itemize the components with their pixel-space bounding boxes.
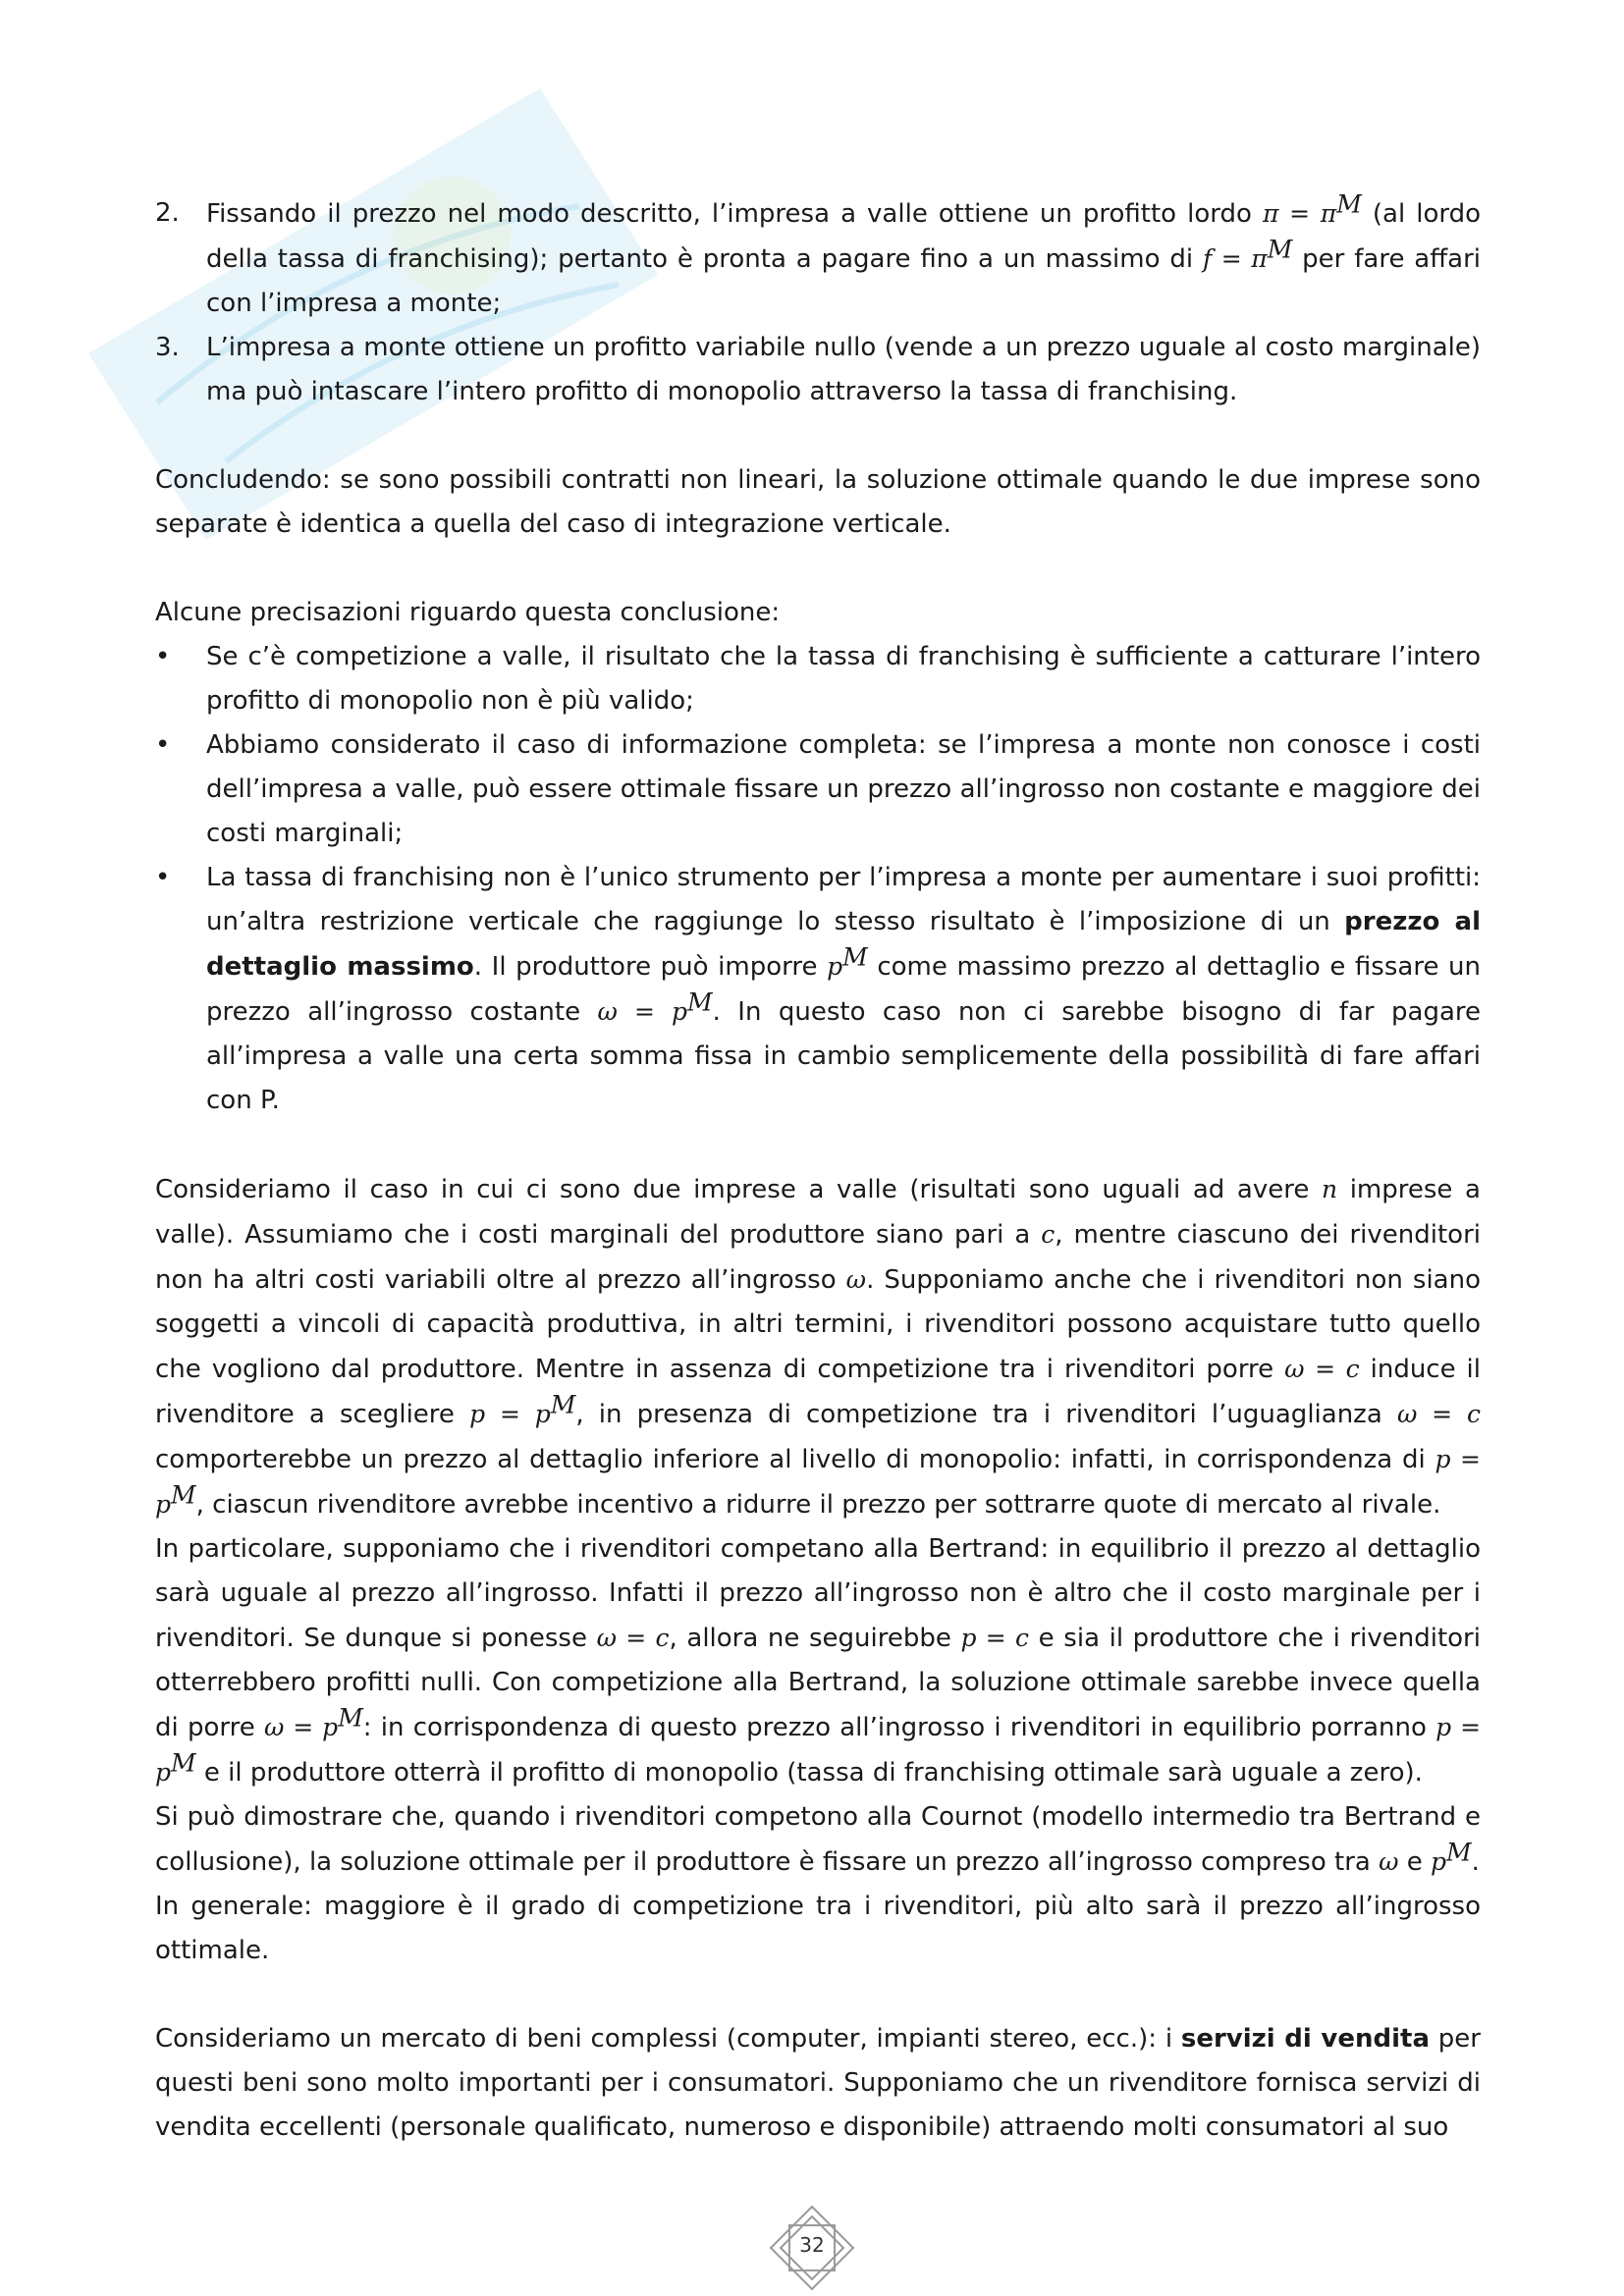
bullet-item: • Se c’è competizione a valle, il risultato che la tassa di franchising è sufficiente a catturare l’intero profitto di monopolio non è più valido; <box>155 635 1481 723</box>
bold-term: prezzo al dettaglio massimo <box>206 907 1481 982</box>
item-number: 3. <box>155 333 180 362</box>
page-footer <box>0 2204 1624 2292</box>
math-expression: ω = p <box>597 997 688 1026</box>
bold-term: servizi di vendita <box>1180 2024 1430 2054</box>
math-expression: π = π <box>1262 199 1337 228</box>
bullet-marker: • <box>155 863 171 892</box>
bullet-item: • Abbiamo considerato il caso di informazione completa: se l’impresa a monte non conosce i costi dell’impresa a valle, può essere ottimale fissare un prezzo all’ingrosso non costante e maggiore dei costi marginali; <box>155 723 1481 856</box>
paragraph-general: In generale: maggiore è il grado di competizione tra i rivenditori, più alto sarà il prezzo all’ingrosso ottimale. <box>155 1892 1481 1965</box>
page-number-badge <box>768 2204 856 2292</box>
paragraph-services: Consideriamo un mercato di beni complessi (computer, impianti stereo, ecc.): i servizi di vendita per questi beni sono molto importanti per i consumatori. Supponiamo che un rivenditore fornisca servizi di vendita eccellenti (personale qualificato, numeroso e disponibile) attraendo molti consumatori al suo <box>155 2024 1481 2142</box>
page-number: 32 <box>799 2233 825 2257</box>
math-expression: p <box>827 952 843 981</box>
item-number: 2. <box>155 198 180 228</box>
numbered-item-3: 3. L’impresa a monte ottiene un profitto variabile nullo (vende a un prezzo uguale al costo marginale) ma può intascare l’intero profitto di monopolio attraverso la tassa di franchising. <box>155 326 1481 414</box>
paragraph-two-firms: Consideriamo il caso in cui ci sono due imprese a valle (risultati sono uguali ad avere n imprese a valle). Assumiamo che i costi marginali del produttore siano pari a c, mentre ciascuno dei rivenditori non ha altri costi variabili oltre al prezzo all’ingrosso ω. Supponiamo anche che i rivenditori non siano soggetti a vincoli di capacità produttiva, in altri termini, i rivenditori possono acquistare tutto quello che vogliono dal produttore. Mentre in assenza di competizione tra i rivenditori porre ω = c induce il rivenditore a scegliere $p = p^M$, in presenza di competizione tra i rivenditori l’uguaglianza ω = c comporterebbe un prezzo al dettaglio inferiore al livello di monopolio: infatti, in corrispondenza di $p = p^M$, ciascun rivenditore avrebbe incentivo a ridurre il prezzo per sottrarre quote di mercato al rivale. <box>155 1175 1481 1520</box>
math-expression: f = π <box>1202 244 1268 273</box>
conclusion-paragraph: Concludendo: se sono possibili contratti non lineari, la soluzione ottimale quando le due imprese sono separate è identica a quella del caso di integrazione verticale. <box>155 465 1481 539</box>
bullet-marker: • <box>155 642 171 671</box>
paragraph-bertrand: In particolare, supponiamo che i rivenditori competano alla Bertrand: in equilibrio il prezzo al dettaglio sarà uguale al prezzo all’ingrosso. Infatti il prezzo all’ingrosso non è altro che il costo marginale per i rivenditori. Se dunque si ponesse ω = c, allora ne seguirebbe p = c e sia il produttore che i rivenditori otterrebbero profitti nulli. Con competizione alla Bertrand, la soluzione ottimale sarebbe invece quella di porre $\omega = p^M$: in corrispondenza di questo prezzo all’ingrosso i rivenditori in equilibrio porranno $p = p^M$ e il produttore otterrà il profitto di monopolio (tassa di franchising ottimale sarà uguale a zero). <box>155 1534 1482 1788</box>
numbered-item-2: 2. Fissando il prezzo nel modo descritto, l’impresa a valle ottiene un profitto lordo $\pi = \pi^M$ (al lordo della tassa di franchising); pertanto è pronta a pagare fino a un massimo di $f = \pi^M$ per fare affari con l’impresa a monte; <box>155 189 1482 318</box>
document-body <box>155 191 1481 2150</box>
bullet-item: • La tassa di franchising non è l’unico strumento per l’impresa a monte per aumentare i suoi profitti: un’altra restrizione verticale che raggiunge lo stesso risultato è l’imposizione di un prezzo al dettaglio massimo. Il produttore può imporre $p^M$ come massimo prezzo al dettaglio e fissare un prezzo all’ingrosso costante $\omega = p^M$. In questo caso non ci sarebbe bisogno di far pagare all’impresa a valle una certa somma fissa in cambio semplicemente della possibilità di fare affari con P. <box>155 856 1481 1123</box>
bullet-marker: • <box>155 730 171 760</box>
paragraph-cournot: Si può dimostrare che, quando i rivenditori competono alla Cournot (modello intermedio tra Bertrand e collusione), la soluzione ottimale per il produttore è fissare un prezzo all’ingrosso compreso tra ω e $p^M$. <box>155 1802 1481 1877</box>
precisazioni-intro: Alcune precisazioni riguardo questa conclusione: <box>155 598 781 627</box>
